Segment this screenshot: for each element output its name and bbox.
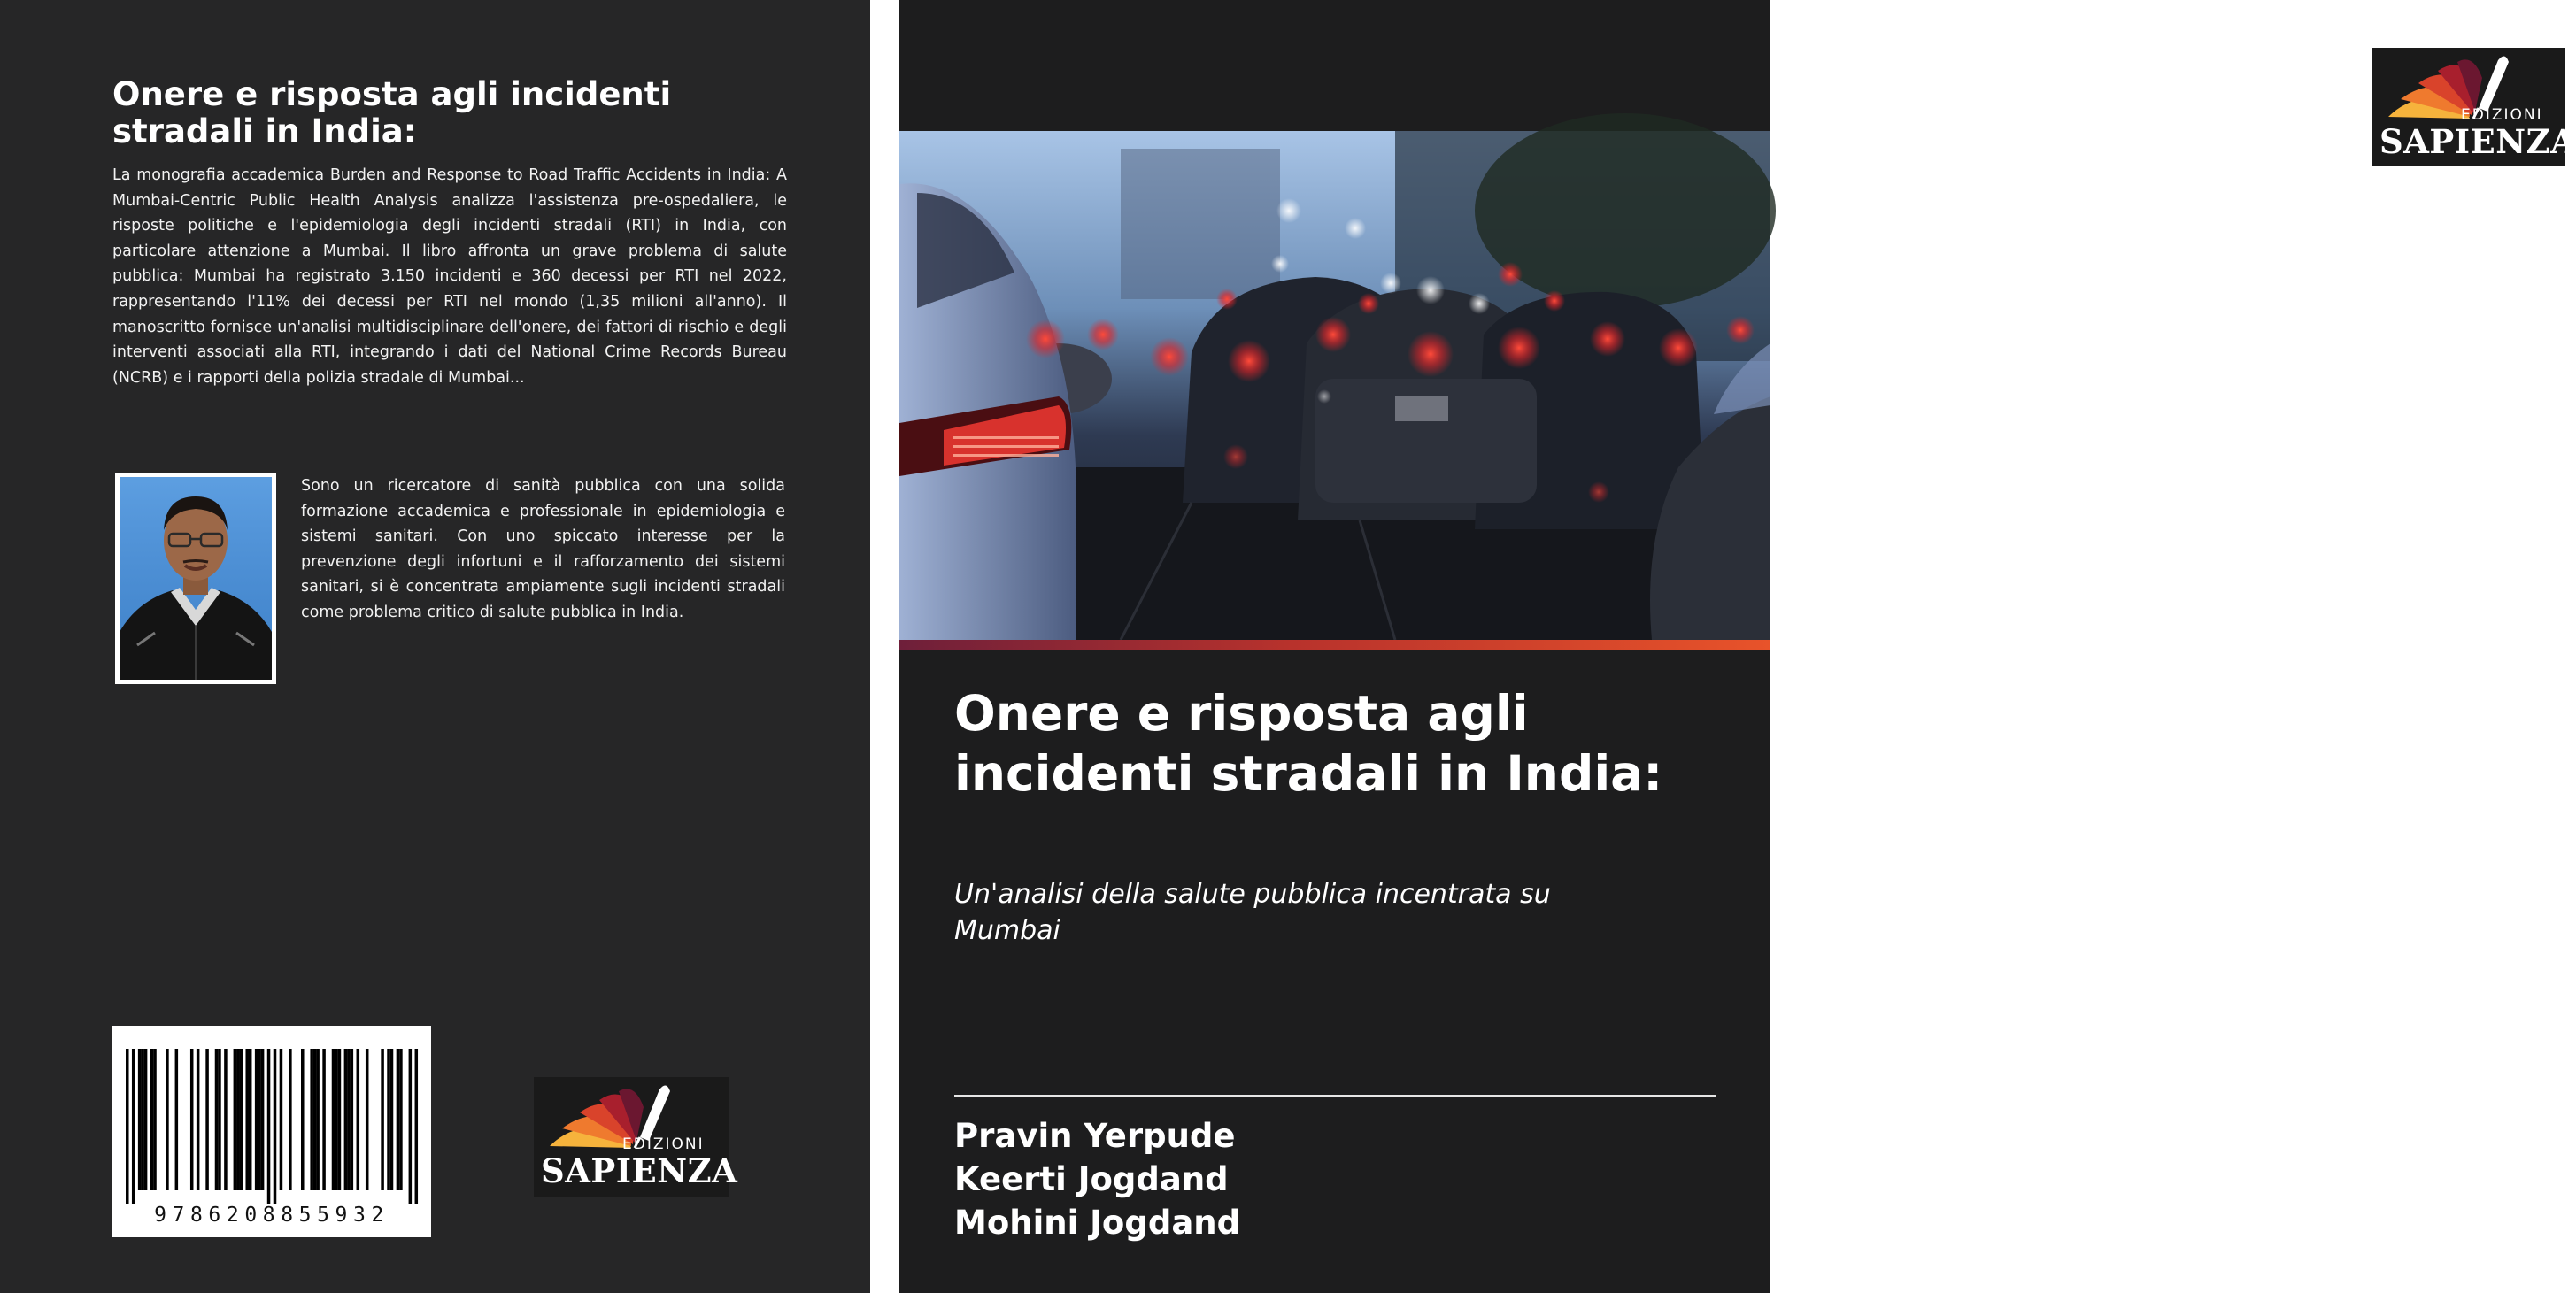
front-cover-subtitle: Un'analisi della salute pubblica incentrata su Mumbai [954,879,1551,946]
barcode-bar [322,1049,326,1190]
publisher-logo-front [2372,48,2576,166]
barcode-bar [347,1049,351,1190]
barcode-bar [280,1049,283,1190]
barcode-bar [274,1049,277,1206]
barcode-digits: 9786208855932 [120,1204,424,1227]
barcode-bar [150,1049,154,1190]
author-bio: Sono un ricercatore di sanità pubblica con una solida formazione accademica e professionale in epidemiologia e sistemi sanitari. Con uno spiccato interesse per la prevenzione degli infortuni e il rafforzamento dei sistemi sanitari, si è concentrata ampiamente sugli incidenti stradali come problema critico di salute pubblica in India. [301,477,785,621]
barcode-bar [249,1049,252,1190]
barcode-bar [224,1049,228,1190]
barcode-bar [153,1049,157,1190]
barcode-bar [409,1049,413,1206]
barcode-bar [313,1049,317,1190]
barcode-bar [132,1049,135,1206]
front-cover-title: Onere e risposta agli incidenti stradali in India: [954,685,1663,802]
barcode-bar [205,1049,209,1190]
barcode-bar [310,1049,313,1190]
barcode-bar [338,1049,342,1190]
barcode-bar [166,1049,169,1190]
barcode-bar [397,1049,400,1190]
back-cover-blurb: La monografia accademica Burden and Response to Road Traffic Accidents in India: A Mumbai-Centric Public Health Analysis analizza l'assistenza pre-ospedaliera, le risposte politiche e l'epidemiologia degli incidenti stradali (RTI) in India, con particolare attenzione a Mumbai. Il libro affronta un grave problema di salute pubblica: Mumbai ha registrato 3.150 incidenti e 360 decessi per RTI nel 2022, rappresentando l'11% dei decessi per RTI nel mondo (1,35 milioni all'anno). Il manoscritto fornisce un'analisi multidisciplinare dell'onere, dei fattori di rischio e degli interventi associati alla RTI, integrando i dati del National Crime Records Bureau (NCRB) e i rapporti della polizia stradale di Mumbai... [112,166,787,387]
barcode-bar [289,1049,292,1190]
barcode-bar [332,1049,335,1190]
author-name: Pravin Yerpude [954,1117,1236,1155]
barcode-bar [344,1049,348,1190]
barcode-bar [190,1049,194,1190]
barcode-bars [126,1049,418,1206]
barcode-bar [261,1049,265,1190]
barcode-bar [126,1049,129,1206]
barcode-bar [218,1049,221,1190]
barcode-bar [267,1049,271,1206]
back-cover-title: Onere e risposta agli incidenti stradali in India: [112,75,672,150]
barcode-bar [236,1049,240,1190]
front-cover [899,0,2576,1293]
author-name: Mohini Jogdand [954,1204,1241,1242]
barcode-bar [387,1049,390,1190]
accent-stripe [899,640,1770,650]
publisher-logo-back [534,1077,738,1197]
barcode-bar [399,1049,403,1190]
barcode-bar [351,1049,354,1190]
barcode-bar [335,1049,338,1190]
author-list [954,1114,1240,1244]
barcode-bar [255,1049,258,1190]
barcode-bar [245,1049,249,1190]
publisher-name: SAPIENZA [541,1151,738,1190]
barcode-bar [390,1049,394,1190]
barcode-bar [301,1049,305,1190]
barcode-bar [366,1049,369,1190]
barcode-bar [357,1049,360,1190]
barcode-bar [240,1049,243,1190]
barcode-bar [381,1049,384,1190]
author-photo [115,473,276,684]
barcode-bar [141,1049,144,1190]
barcode-bar [197,1049,200,1190]
barcode-bar [234,1049,237,1190]
barcode-bar [215,1049,219,1190]
barcode-bar [144,1049,148,1190]
publisher-name: SAPIENZA [2379,122,2576,161]
barcode-bar [258,1049,261,1190]
isbn-barcode [112,1026,431,1237]
barcode-bar [415,1049,419,1206]
publisher-imprint: EDIZIONI [622,1135,705,1153]
barcode-bar [175,1049,179,1190]
back-cover [0,0,870,1293]
publisher-imprint: EDIZIONI [2461,106,2543,124]
cover-photo-traffic [899,131,1770,640]
author-name: Keerti Jogdand [954,1160,1229,1198]
barcode-bar [138,1049,142,1190]
author-divider [954,1095,1716,1097]
barcode-bar [316,1049,320,1190]
